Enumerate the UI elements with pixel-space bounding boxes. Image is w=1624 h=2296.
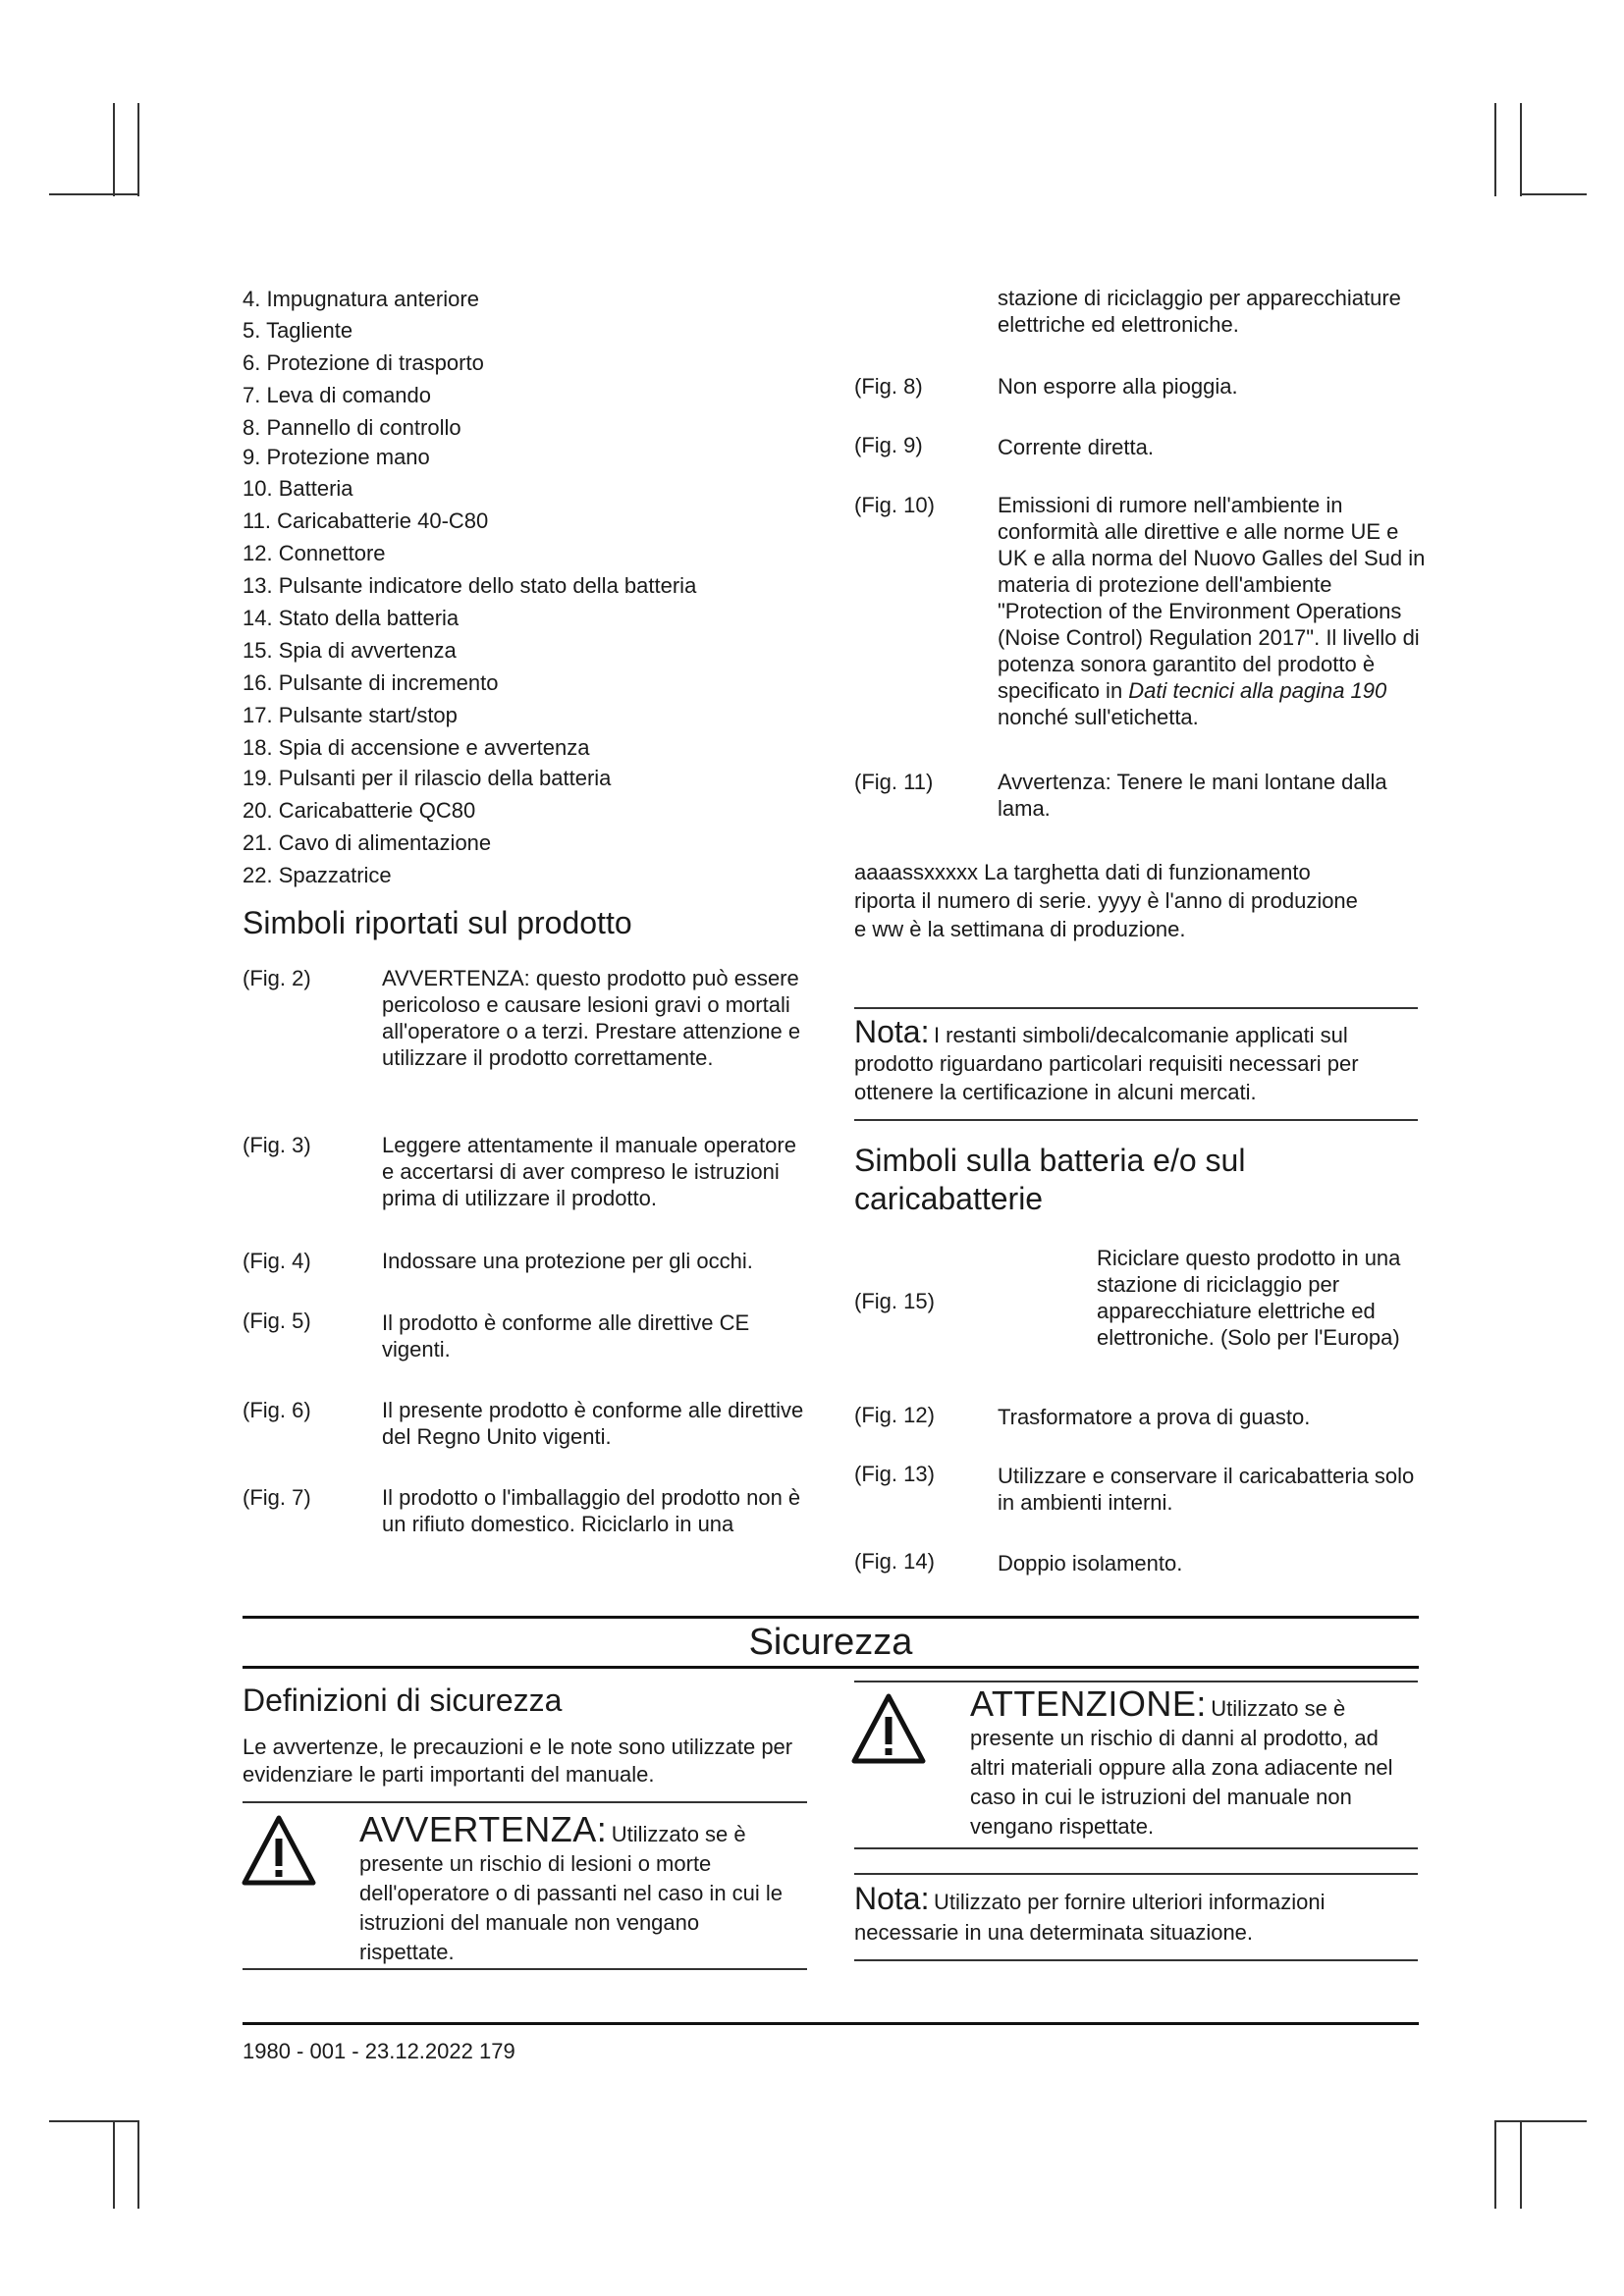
list-item: 12. Connettore bbox=[243, 541, 386, 565]
divider bbox=[854, 1873, 1418, 1875]
symbol-description: Doppio isolamento. bbox=[998, 1551, 1183, 1575]
crop-mark bbox=[49, 193, 137, 195]
fig-label: (Fig. 14) bbox=[854, 1549, 935, 1574]
fig-label: (Fig. 9) bbox=[854, 433, 923, 457]
footer-rule bbox=[243, 2022, 1419, 2025]
symbol-description: Trasformatore a prova di guasto. bbox=[998, 1405, 1311, 1429]
list-item: 19. Pulsanti per il rilascio della batteria bbox=[243, 766, 612, 790]
technical-data-link[interactable]: Dati tecnici alla pagina 190 bbox=[1128, 678, 1387, 703]
symbol-description: Il prodotto è conforme alle direttive CE vigenti. bbox=[382, 1310, 750, 1362]
symbol-description: Indossare una protezione per gli occhi. bbox=[382, 1249, 753, 1273]
section-heading-product-symbols: Simboli riportati sul prodotto bbox=[243, 905, 632, 940]
definitions-text: Le avvertenze, le precauzioni e le note sono utilizzate per evidenziare le parti importanti del manuale. bbox=[243, 1735, 793, 1787]
chapter-title: Sicurezza bbox=[748, 1622, 913, 1663]
fig-label: (Fig. 2) bbox=[243, 966, 311, 990]
list-item: 21. Cavo di alimentazione bbox=[243, 830, 492, 855]
avvertenza-callout bbox=[359, 1809, 796, 1968]
divider bbox=[854, 1959, 1418, 1961]
fig-label: (Fig. 7) bbox=[243, 1485, 311, 1510]
nota-text: I restanti simboli/decalcomanie applicati sul prodotto riguardano particolari requisiti necessari per ottenere la certificazione in alcuni mercati. bbox=[854, 1023, 1359, 1104]
list-item: 6. Protezione di trasporto bbox=[243, 350, 484, 375]
list-item: 5. Tagliente bbox=[243, 318, 353, 343]
nota-box bbox=[854, 1881, 1418, 1949]
divider bbox=[854, 1119, 1418, 1121]
list-item: 16. Pulsante di incremento bbox=[243, 670, 499, 695]
list-item: 14. Stato della batteria bbox=[243, 606, 460, 630]
nota-text: Utilizzato per fornire ulteriori informazioni necessarie in una determinata situazione. bbox=[854, 1890, 1326, 1945]
divider bbox=[854, 1847, 1418, 1849]
list-item: 15. Spia di avvertenza bbox=[243, 638, 457, 663]
symbol-description bbox=[998, 492, 1430, 730]
fig-label: (Fig. 12) bbox=[854, 1403, 935, 1427]
crop-mark bbox=[137, 103, 139, 196]
fig-label: (Fig. 4) bbox=[243, 1249, 311, 1273]
description-text: Emissioni di rumore nell'ambiente in conformità alle direttive e alle norme UE e UK e alla norma del Nuovo Galles del Sud in materia di protezione dell'ambiente "Protection of the Environment Operations (Noise Control) Regulation 2017". Il livello di potenza sonora garantito del prodotto è specificato in bbox=[998, 493, 1426, 703]
crop-mark bbox=[1494, 2120, 1496, 2209]
list-item: 18. Spia di accensione e avvertenza bbox=[243, 735, 590, 760]
warning-triangle-icon bbox=[242, 1814, 316, 1889]
fig-label: (Fig. 15) bbox=[854, 1289, 935, 1313]
symbol-description: Leggere attentamente il manuale operatore e accertarsi di aver compreso le istruzioni prima di utilizzare il prodotto. bbox=[382, 1133, 796, 1210]
attenzione-text: Utilizzato se è presente un rischio di danni al prodotto, ad altri materiali oppure alla zona adiacente nel caso in cui le istruzioni del manuale non vengano rispettate. bbox=[970, 1696, 1393, 1839]
divider bbox=[243, 1801, 807, 1803]
serial-code: aaaassxxxxx bbox=[854, 860, 978, 884]
symbol-description: Corrente diretta. bbox=[998, 435, 1154, 459]
nota-label: Nota: bbox=[854, 1881, 930, 1916]
nota-box bbox=[854, 1014, 1418, 1108]
crop-mark bbox=[1494, 103, 1496, 196]
list-item: 20. Caricabatterie QC80 bbox=[243, 798, 476, 823]
list-item: 22. Spazzatrice bbox=[243, 863, 392, 887]
crop-mark bbox=[1494, 2120, 1587, 2122]
divider bbox=[243, 1666, 1419, 1669]
crop-mark bbox=[49, 2120, 137, 2122]
crop-mark bbox=[113, 103, 115, 196]
list-item: 13. Pulsante indicatore dello stato della batteria bbox=[243, 573, 697, 598]
symbol-description: AVVERTENZA: questo prodotto può essere pericoloso e causare lesioni gravi o mortali all'operatore o a terzi. Prestare attenzione e utilizzare il prodotto correttamente. bbox=[382, 966, 801, 1070]
fig-label: (Fig. 13) bbox=[854, 1462, 935, 1486]
list-item: 8. Pannello di controllo bbox=[243, 415, 461, 440]
nota-label: Nota: bbox=[854, 1014, 930, 1049]
list-item: 10. Batteria bbox=[243, 476, 353, 501]
section-heading-definitions: Definizioni di sicurezza bbox=[243, 1682, 563, 1718]
avvertenza-label: AVVERTENZA: bbox=[359, 1809, 608, 1849]
serial-note bbox=[854, 858, 1365, 943]
divider bbox=[243, 1616, 1419, 1619]
list-item: 7. Leva di comando bbox=[243, 383, 432, 407]
fig-label: (Fig. 10) bbox=[854, 493, 935, 517]
symbol-description: Avvertenza: Tenere le mani lontane dalla lama. bbox=[998, 770, 1387, 821]
symbol-description: Il presente prodotto è conforme alle direttive del Regno Unito vigenti. bbox=[382, 1398, 804, 1449]
description-text: nonché sull'etichetta. bbox=[998, 705, 1199, 729]
list-item: 17. Pulsante start/stop bbox=[243, 703, 458, 727]
crop-mark bbox=[1520, 103, 1522, 196]
section-heading-battery-symbols: Simboli sulla batteria e/o sul caricabatterie bbox=[854, 1143, 1246, 1216]
symbol-description: Non esporre alla pioggia. bbox=[998, 374, 1238, 399]
crop-mark bbox=[137, 2120, 139, 2209]
symbol-description: Il prodotto o l'imballaggio del prodotto non è un rifiuto domestico. Riciclarlo in una bbox=[382, 1485, 801, 1536]
serial-text: La targhetta dati di funzionamento riporta il numero di serie. yyyy è l'anno di produzione e ww è la settimana di produzione. bbox=[854, 860, 1358, 941]
list-item: 9. Protezione mano bbox=[243, 445, 430, 469]
attenzione-callout bbox=[970, 1683, 1417, 1842]
fig-label: (Fig. 5) bbox=[243, 1308, 311, 1333]
avvertenza-text: Utilizzato se è presente un rischio di lesioni o morte dell'operatore o di passanti nel caso in cui le istruzioni del manuale non vengano rispettate. bbox=[359, 1822, 784, 1964]
crop-mark bbox=[1520, 193, 1587, 195]
symbol-description: Utilizzare e conservare il caricabatteria solo in ambienti interni. bbox=[998, 1464, 1415, 1515]
fig-label: (Fig. 8) bbox=[854, 374, 923, 399]
crop-mark bbox=[113, 2120, 115, 2209]
fig-label: (Fig. 6) bbox=[243, 1398, 311, 1422]
symbol-description: Riciclare questo prodotto in una stazione di riciclaggio per apparecchiature elettriche ed elettroniche. (Solo per l'Europa) bbox=[1097, 1246, 1401, 1350]
fig-label: (Fig. 11) bbox=[854, 770, 934, 794]
page-footer: 1980 - 001 - 23.12.2022 179 bbox=[243, 2039, 515, 2063]
warning-triangle-icon bbox=[851, 1692, 926, 1767]
fig-label: (Fig. 3) bbox=[243, 1133, 311, 1157]
attenzione-label: ATTENZIONE: bbox=[970, 1683, 1207, 1724]
symbol-description-continuation: stazione di riciclaggio per apparecchiature elettriche ed elettroniche. bbox=[998, 286, 1401, 337]
list-item: 4. Impugnatura anteriore bbox=[243, 287, 479, 311]
divider bbox=[854, 1681, 1418, 1682]
divider bbox=[854, 1007, 1418, 1009]
crop-mark bbox=[1520, 2120, 1522, 2209]
divider bbox=[243, 1968, 807, 1970]
list-item: 11. Caricabatterie 40-C80 bbox=[243, 508, 489, 533]
